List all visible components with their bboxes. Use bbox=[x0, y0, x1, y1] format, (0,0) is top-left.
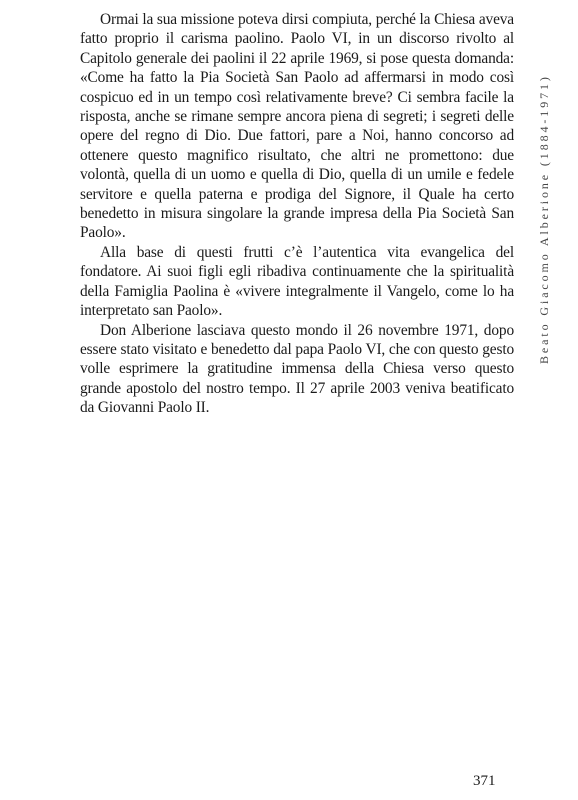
running-header: Beato Giacomo Alberione (1884-1971) bbox=[537, 74, 551, 364]
paragraph-3: Don Alberione lasciava questo mondo il 26 novembre 1971, dopo essere stato visitato e benedetto dal papa Paolo VI, che con questo gesto volle esprimere la gratitudine immensa della Chiesa verso questo grande apostolo del nostro tempo. Il 27 aprile 2003 veniva beatificato da Giovanni Paolo II. bbox=[80, 321, 514, 417]
body-text bbox=[80, 10, 514, 418]
paragraph-1: Ormai la sua missione poteva dirsi compiuta, perché la Chiesa aveva fatto proprio il carisma paolino. Paolo VI, in un discorso rivolto al Capitolo generale dei paolini il 22 aprile 1969, si pose questa domanda: «Come ha fatto la Pia Società San Paolo ad affermarsi in modo così cospicuo ed in un tempo così relativamente breve? Ci sembra facile la risposta, anche se rimane sempre ancora piena di segreti; i segreti delle opere del regno di Dio. Due fattori, pare a Noi, hanno concorso ad ottenere questo magnifico risultato, che altri ne promettono: due volontà, quella di un uomo e quella di Dio, quella di un umile e fedele servitore e quella paterna e prodiga del Signore, il Quale ha certo benedetto in misura singolare la grande impresa della Pia Società San Paolo». bbox=[80, 11, 514, 242]
page-number: 371 bbox=[473, 773, 496, 789]
paragraph-2: Alla base di questi frutti c’è l’autentica vita evangelica del fondatore. Ai suoi figli egli ribadiva continuamente che la spiritualità della Famiglia Paolina è «vivere integralmente il Vangelo, come lo ha interpretato san Paolo». bbox=[80, 243, 514, 320]
